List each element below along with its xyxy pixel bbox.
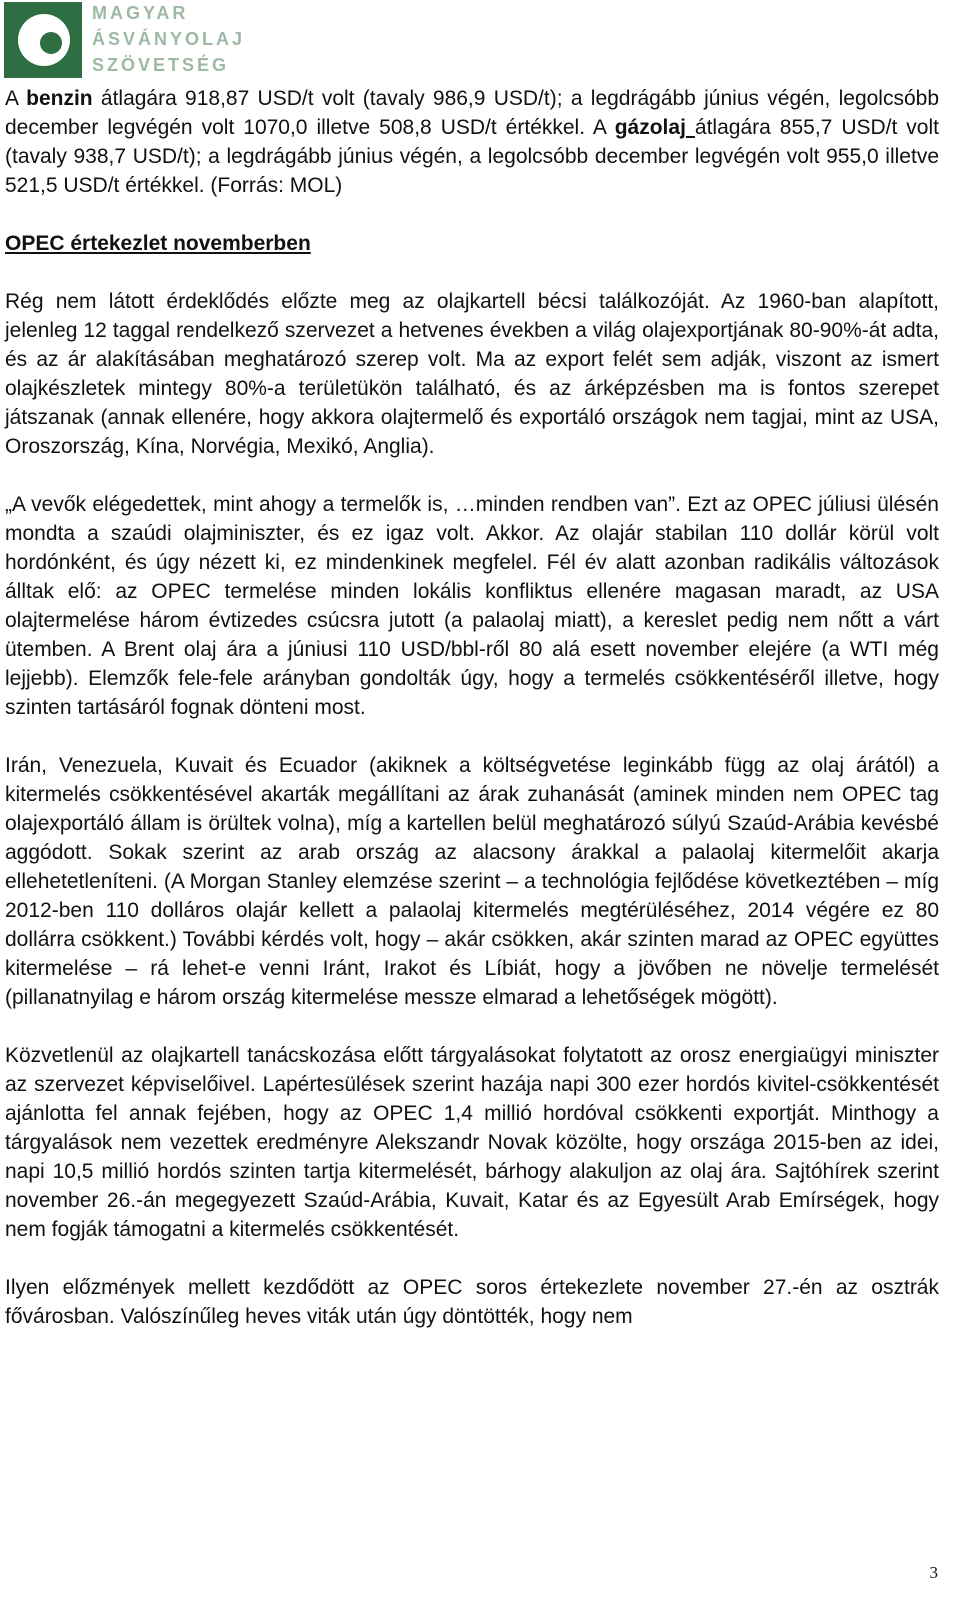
section-heading: OPEC értekezlet novemberben xyxy=(5,232,311,255)
intro-text-2: átlagára 918,87 USD/t volt (tavaly 986,9 USD/t); a legdrágább június végén, legolcsóbb december legvégén volt 1070,0 illetve 508,8 USD/t értékkel. A xyxy=(5,87,940,139)
page-number: 3 xyxy=(929,1563,938,1582)
paragraph-5: Ilyen előzmények mellett kezdődött az OPEC soros értekezlete november 27.-én az osztrák fővárosban. Valószínűleg heves viták után úgy döntötték, hogy nem xyxy=(5,1276,939,1328)
logo-text xyxy=(92,0,245,78)
document-body xyxy=(5,84,939,1331)
paragraph-2: „A vevők elégedettek, mint ahogy a termelők is, …minden rendben van”. Ezt az OPEC júliusi ülésén mondta a szaúdi olajminiszter, és ez igaz volt. Akkor. Az olajár stabilan 110 dollár körül volt hordónként, és úgy nézett ki, ez mindenkinek megfelel. Fél év alatt azonban radikális változások álltak elő: az OPEC termelése minden lokális konfliktus ellenére magasan maradt, az USA olajtermelése három évtizedes csúcsra jutott (a palaolaj miatt), a kereslet pedig nem nőtt a várt ütemben. A Brent olaj ára a júniusi 110 USD/bbl-ről 80 alá esett november elejére (a WTI még lejjebb). Elemzők fele-fele arányban gondolták úgy, hogy a termelés csökkentéséről illetve, hogy szinten tartásáról fognak dönteni most. xyxy=(5,493,939,719)
logo-line-1: MAGYAR xyxy=(92,3,189,23)
term-gazolaj: gázolaj xyxy=(614,116,686,139)
logo-line-3: SZÖVETSÉG xyxy=(92,55,230,75)
logo xyxy=(4,0,264,80)
paragraph-3: Irán, Venezuela, Kuvait és Ecuador (akiknek a költségvetése leginkább függ az olaj árától) a kitermelés csökkentésével akarták megállítani az árak zuhanását (aminek minden nem OPEC tag olajexportáló állam is örültek volna), míg a kartellen belül meghatározó súlyú Szaúd-Arábia kevésbé aggódott. Sokak szerint az arab ország az alacsony árakkal a palaolaj kitermelőit akarja ellehetetleníteni. (A Morgan Stanley elemzése szerint – a technológia fejlődése következtében – míg 2012-ben 110 dolláros olajár kellett a palaolaj kitermelés megtérüléséhez, 2014 végére ez 80 dollárra csökkent.) További kérdés volt, hogy – akár csökken, akár szinten marad az OPEC együttes kitermelése – rá lehet-e venni Iránt, Irakot és Líbiát, hogy a jövőben ne növelje termelését (pillanatnyilag e három ország kitermelése messze elmarad a lehetőségek mögött). xyxy=(5,754,939,1009)
intro-paragraph xyxy=(5,84,939,200)
intro-text-1: A xyxy=(5,87,27,110)
term-benzin: benzin xyxy=(26,87,93,110)
logo-line-2: ÁSVÁNYOLAJ xyxy=(92,29,246,49)
paragraph-1: Rég nem látott érdeklődés előzte meg az olajkartell bécsi találkozóját. Az 1960-ban alapított, jelenleg 12 taggal rendelkező szervezet a hetvenes években a világ olajexportjának 80-90%-át adta, és az ár alakításában meghatározó szerep volt. Ma az export felét sem adják, viszont az ismert olajkészletek mintegy 80%-a területükön található, és az árképzésben ma is fontos szerepet játszanak (annak ellenére, hogy akkora olajtermelő és exportáló országok nem tagjai, mint az USA, Oroszország, Kína, Norvégia, Mexikó, Anglia). xyxy=(5,290,939,458)
paragraph-4: Közvetlenül az olajkartell tanácskozása előtt tárgyalásokat folytatott az orosz energiaügyi miniszter az szervezet képviselőivel. Lapértesülések szerint hazája napi 300 ezer hordós kivitel-csökkentését ajánlotta fel annak fejében, hogy az OPEC 1,4 millió hordóval csökkenti exportját. Minthogy a tárgyalások nem vezettek eredményre Alekszandr Novak közölte, hogy országa 2015-ben az idei, napi 10,5 millió hordós szinten tartja kitermelését, bárhogy alakuljon az olaj ára. Sajtóhírek szerint november 26.-án megegyezett Szaúd-Arábia, Kuvait, Katar és az Egyesült Arab Emírségek, hogy nem fogják támogatni a kitermelés csökkentését. xyxy=(5,1044,939,1241)
intro-text-3: átlagára 855,7 USD/t volt (tavaly 938,7 USD/t); a legdrágább június végén, a legolcsóbb december legvégén volt 955,0 illetve 521,5 USD/t értékkel. (Forrás: MOL) xyxy=(5,116,939,197)
logo-mark-icon xyxy=(4,2,82,78)
